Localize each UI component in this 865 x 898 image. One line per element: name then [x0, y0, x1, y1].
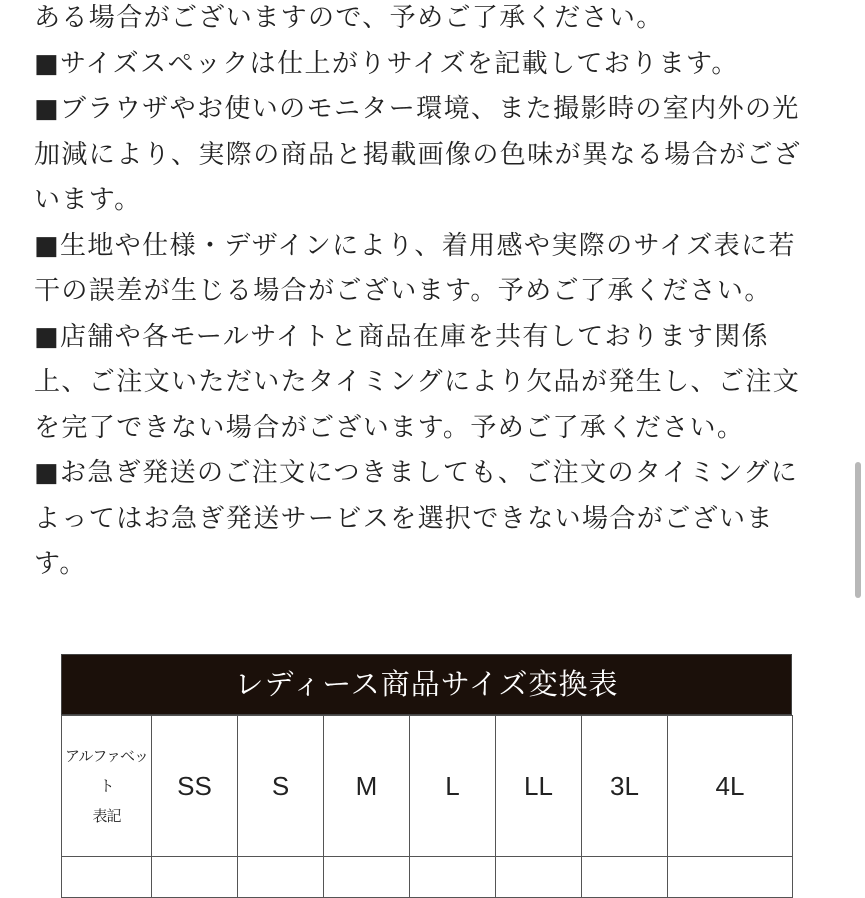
table-row [62, 716, 793, 857]
size-cell: 3L [582, 716, 668, 857]
note-line: ■お急ぎ発送のご注文につきましても、ご注文のタイミングに [34, 458, 799, 488]
note-line: ■サイズスペックは仕上がりサイズを記載しております。 [34, 48, 739, 79]
table-cell [324, 857, 410, 898]
size-cell: LL [496, 716, 582, 857]
note-line: 上、ご注文いただいたタイミングにより欠品が発生し、ご注文 [34, 367, 801, 397]
size-table-title: レディース商品サイズ変換表 [61, 654, 792, 715]
table-cell [152, 857, 238, 898]
size-cell: M [324, 716, 410, 857]
scrollbar-thumb[interactable] [855, 462, 861, 598]
note-line: す。 [34, 549, 87, 579]
note-line: よってはお急ぎ発送サービスを選択できない場合がございま [34, 503, 774, 534]
table-cell [62, 857, 152, 898]
size-cell: S [238, 716, 324, 857]
table-cell [582, 857, 668, 898]
table-cell [238, 857, 324, 898]
note-line: ■ブラウザやお使いのモニター環境、また撮影時の室内外の光 [34, 94, 800, 124]
row-label-line: アルファベット [64, 747, 149, 795]
size-cell: SS [152, 716, 238, 857]
note-line: 加減により、実際の商品と掲載画像の色味が異なる場合がござ [34, 139, 802, 170]
note-line: ■店舗や各モールサイトと商品在庫を共有しております関係 [34, 321, 769, 352]
table-cell [410, 857, 496, 898]
size-cell: L [410, 716, 496, 857]
size-conversion-table [61, 654, 792, 874]
row-label-alphabet [62, 716, 152, 857]
table-cell [668, 857, 793, 898]
product-notes [34, 0, 834, 588]
note-line: 干の誤差が生じる場合がございます。予めご了承ください。 [34, 276, 772, 306]
table-row [62, 857, 793, 898]
size-cell: 4L [668, 716, 793, 857]
row-label-line: 表記 [92, 807, 121, 825]
note-line: ■生地や仕様・デザインにより、着用感や実際のサイズ表に若 [34, 230, 796, 261]
note-line: います。 [34, 185, 142, 215]
size-table-grid [61, 715, 793, 898]
note-line: を完了できない場合がございます。予めご了承ください。 [34, 412, 745, 443]
table-cell [496, 857, 582, 898]
note-line: ある場合がございますので、予めご了承ください。 [34, 3, 664, 33]
